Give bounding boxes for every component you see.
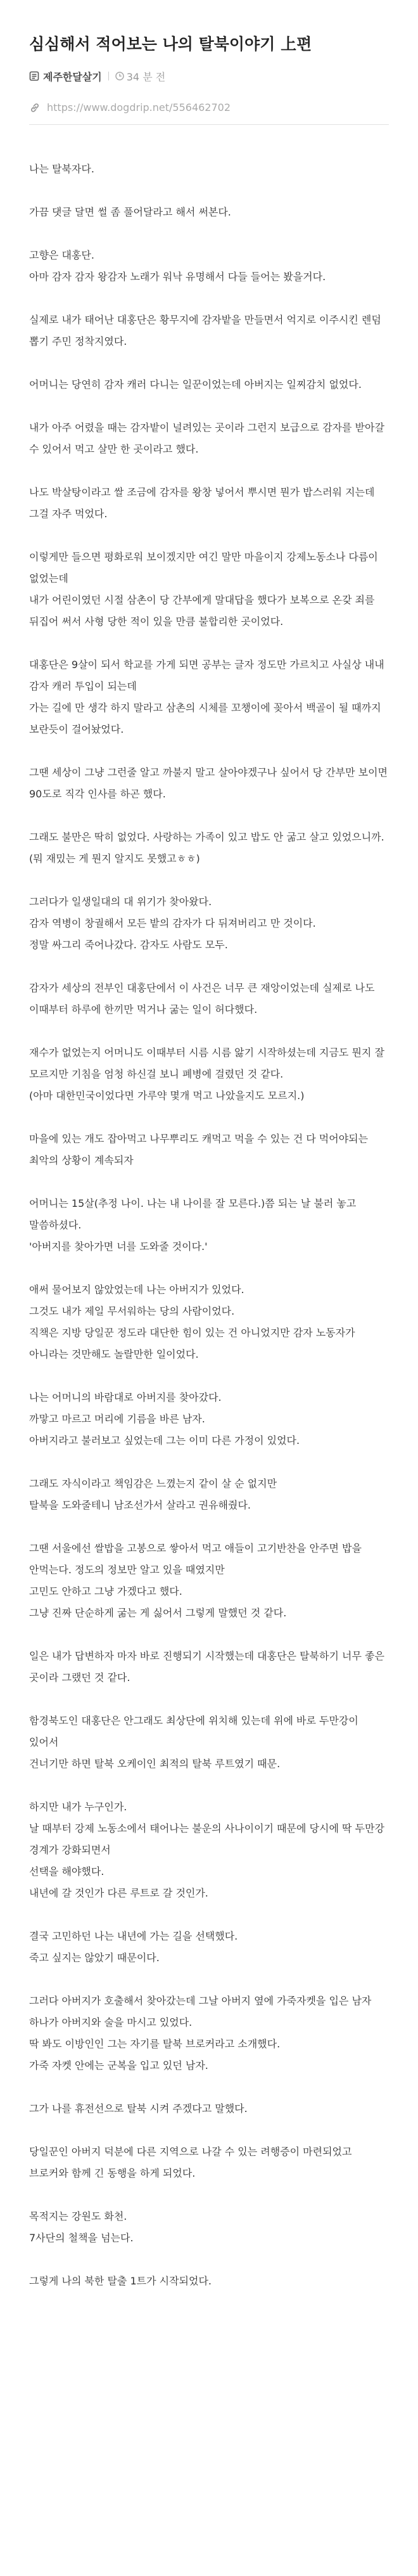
- body-paragraph: 실제로 내가 태어난 대홍단은 황무지에 감자밭을 만들면서 억지로 이주시킨 렌덤 뽑기 주민 정착지였다.: [29, 314, 384, 347]
- body-paragraph: '아버지를 찾아가면 너를 도와줄 것이다.': [29, 1240, 208, 1253]
- blank-line: [29, 956, 389, 977]
- clock-icon: [115, 72, 124, 80]
- blank-line: [29, 1365, 389, 1387]
- body-paragraph: 고민도 안하고 그냥 가겠다고 했다.: [29, 1585, 182, 1597]
- blank-line: [29, 1969, 389, 1990]
- body-paragraph: 나도 박살탕이라고 쌀 조금에 감자를 왕창 넣어서 뿌시면 뭔가 밥스러워 지는데 그걸 자주 먹었다.: [29, 486, 378, 520]
- body-paragraph: 감자가 세상의 전부인 대홍단에서 이 사건은 너무 큰 재앙이었는데 실제로 나도 이때부터 하루에 한끼만 먹거나 굶는 일이 허다했다.: [29, 982, 378, 1015]
- body-paragraph: 죽고 싶지는 않았기 때문이다.: [29, 1952, 160, 1964]
- blank-line: [29, 740, 389, 762]
- blank-line: [29, 352, 389, 374]
- board-icon: [29, 71, 39, 81]
- blank-line: [29, 137, 389, 158]
- body-paragraph: 그땐 세상이 그냥 그런줄 알고 까불지 말고 살아야겠구나 싶어서 당 간부만 보이면 90도로 직각 인사를 하곤 했다.: [29, 766, 391, 800]
- post-meta: [29, 67, 165, 85]
- body-paragraph: 그가 나를 휴전선으로 탈북 시켜 주겠다고 말했다.: [29, 2103, 248, 2115]
- body-paragraph: 날 때부터 강제 노동소에서 태어나는 불운의 사나이이기 때문에 당시에 딱 두만강 경계가 강화되면서: [29, 1822, 388, 1856]
- body-paragraph: 어머니는 당연히 감자 캐러 다니는 일꾼이었는데 아버지는 일찌감치 없었다.: [29, 378, 362, 390]
- body-paragraph: 선택을 해야했다.: [29, 1865, 104, 1877]
- body-paragraph: 그냥 진짜 단순하게 굶는 게 싫어서 그렇게 말했던 것 같다.: [29, 1607, 287, 1619]
- blank-line: [29, 288, 389, 309]
- body-paragraph: 재수가 없었는지 어머니도 이때부터 시름 시름 앓기 시작하셨는데 지금도 뭔지 잘 모르지만 기침을 엄청 하신걸 보니 폐병에 걸렸던 것 같다.: [29, 1046, 388, 1080]
- blank-line: [29, 633, 389, 654]
- body-paragraph: 아버지라고 불러보고 싶었는데 그는 이미 다른 가정이 있었다.: [29, 1434, 300, 1446]
- body-paragraph: 감자 역병이 창궐해서 모든 밭의 감자가 다 뒤져버리고 만 것이다.: [29, 917, 316, 929]
- blank-line: [29, 180, 389, 202]
- body-paragraph: 딱 봐도 이방인인 그는 자기를 탈북 브로커라고 소개했다.: [29, 2038, 281, 2050]
- body-paragraph: 대홍단은 9살이 되서 학교를 가게 되면 공부는 글자 정도만 가르치고 사실상 내내 감자 캐러 투입이 되는데: [29, 659, 388, 692]
- blank-line: [29, 1904, 389, 1926]
- meta-divider: [108, 72, 109, 80]
- blank-line: [29, 460, 389, 482]
- blank-line: [29, 1689, 389, 1710]
- post-title: 심심해서 적어보는 나의 탈북이야기 上편: [29, 35, 312, 53]
- blank-line: [29, 2249, 389, 2270]
- body-paragraph: 가는 길에 만 생각 하지 말라고 삼촌의 시체를 꼬챙이에 꽂아서 백골이 될 때까지 보란듯이 걸어놨었다.: [29, 702, 384, 735]
- body-paragraph: 당일꾼인 아버지 덕분에 다른 지역으로 나갈 수 있는 려행증이 마련되었고 브로커와 함께 긴 동행을 하게 되었다.: [29, 2146, 355, 2179]
- link-icon: [29, 102, 41, 113]
- body-paragraph: 이렇게만 들으면 평화로워 보이겠지만 여긴 말만 마을이지 강제노동소나 다름이 없었는데: [29, 551, 381, 584]
- body-paragraph: 그렇게 나의 북한 탈출 1트가 시작되었다.: [29, 2275, 212, 2287]
- blank-line: [29, 805, 389, 827]
- body-paragraph: 아마 감자 감자 왕감자 노래가 워낙 유명해서 다들 들어는 봤을거다.: [29, 271, 326, 283]
- blank-line: [29, 396, 389, 417]
- blank-line: [29, 2120, 389, 2141]
- body-paragraph: 나는 어머니의 바람대로 아버지를 찾아갔다.: [29, 1391, 222, 1403]
- body-paragraph: (뭐 재밌는 게 뭔지 알지도 못했고ㅎㅎ): [29, 853, 200, 865]
- post-time: 34 분 전: [126, 70, 166, 83]
- body-paragraph: 그러다가 일생일대의 대 위기가 찾아왔다.: [29, 896, 212, 908]
- body-paragraph: 내년에 갈 것인가 다른 루트로 갈 것인가.: [29, 1887, 208, 1899]
- body-paragraph: 그래도 자식이라고 책임감은 느꼈는지 같이 살 순 없지만: [29, 1478, 277, 1490]
- body-paragraph: (아마 대한민국이었다면 가루약 몇개 먹고 나았을지도 모르지.): [29, 1090, 305, 1102]
- body-paragraph: 목적지는 강원도 화천.: [29, 2210, 127, 2222]
- body-paragraph: 결국 고민하던 나는 내년에 가는 길을 선택했다.: [29, 1930, 238, 1942]
- body-paragraph: 가죽 자켓 안에는 군복을 입고 있던 남자.: [29, 2059, 208, 2071]
- blank-line: [29, 1258, 389, 1279]
- body-paragraph: 어머니는 15살(추정 나이. 나는 내 나이를 잘 모른다.)쯤 되는 날 불러 놓고 말씀하셨다.: [29, 1197, 360, 1231]
- blank-line: [29, 223, 389, 245]
- blank-line: [29, 870, 389, 891]
- blank-line: [29, 2077, 389, 2098]
- body-paragraph: 그래도 불만은 딱히 없었다. 사랑하는 가족이 있고 밥도 안 굶고 살고 있었으니까.: [29, 831, 384, 843]
- body-paragraph: 탈북을 도와줄테니 남조선가서 살라고 권유해줬다.: [29, 1499, 251, 1511]
- body-paragraph: 함경북도인 대홍단은 안그래도 최상단에 위치해 있는데 위에 바로 두만강이 있어서: [29, 1715, 362, 1748]
- body-paragraph: 정말 싸그리 죽어나갔다. 감자도 사람도 모두.: [29, 939, 228, 951]
- post-url[interactable]: https://www.dogdrip.net/556462702: [47, 101, 231, 113]
- body-paragraph: 가끔 댓글 달면 썰 좀 풀어달라고 해서 써본다.: [29, 206, 231, 218]
- body-paragraph: 그것도 내가 제일 무서워하는 당의 사람이었다.: [29, 1305, 235, 1317]
- body-paragraph: 내가 아주 어렸을 때는 감자밭이 널려있는 곳이라 그런지 보급으로 감자를 받아갈 수 있어서 먹고 살만 한 곳이라고 했다.: [29, 422, 388, 455]
- header-divider: [29, 124, 389, 125]
- body-paragraph: 건너기만 하면 탈북 오케이인 최적의 탈북 루트였기 때문.: [29, 1758, 281, 1770]
- body-paragraph: 나는 탈북자다.: [29, 163, 94, 175]
- body-paragraph: 7사단의 철책을 넘는다.: [29, 2232, 134, 2244]
- blank-line: [29, 1171, 389, 1193]
- blank-line: [29, 525, 389, 546]
- blank-line: [29, 1516, 389, 1538]
- blank-line: [29, 1021, 389, 1042]
- body-paragraph: 직책은 지방 당일꾼 정도라 대단한 힘이 있는 건 아니었지만 감자 노동자가 아니라는 것만해도 놀랄만한 일이었다.: [29, 1327, 358, 1360]
- body-paragraph: 그땐 서울에선 쌀밥을 고봉으로 쌓아서 먹고 애들이 고기반찬을 안주면 밥을 안먹는다. 정도의 정보만 알고 있을 때였지만: [29, 1542, 365, 1576]
- board-name: 제주한달살기: [43, 70, 102, 83]
- blank-line: [29, 2184, 389, 2206]
- post-url-row[interactable]: [29, 101, 231, 113]
- body-paragraph: 내가 어린이였던 시절 삼촌이 당 간부에게 말대답을 했다가 보복으로 온갖 죄를 뒤집어 써서 사형 당한 적이 있을 만큼 불합리한 곳이었다.: [29, 594, 378, 628]
- blank-line: [29, 1107, 389, 1128]
- blank-line: [29, 1775, 389, 1796]
- body-paragraph: 일은 내가 답변하자 마자 바로 진행되기 시작했는데 대홍단은 탈북하기 너무 좋은 곳이라 그랬던 것 같다.: [29, 1650, 388, 1684]
- body-paragraph: 애써 물어보지 않았었는데 나는 아버지가 있었다.: [29, 1284, 244, 1296]
- body-paragraph: 마을에 있는 개도 잡아먹고 나무뿌리도 캐먹고 먹을 수 있는 건 다 먹어야되는 최악의 상황이 계속되자: [29, 1133, 372, 1166]
- blank-line: [29, 1452, 389, 1473]
- body-paragraph: 하지만 내가 누구인가.: [29, 1801, 127, 1813]
- body-paragraph: 고향은 대홍단.: [29, 249, 94, 261]
- body-paragraph: 까맣고 마르고 머리에 기름을 바른 남자.: [29, 1413, 205, 1425]
- post-body: [29, 137, 389, 2292]
- body-paragraph: 그러다 아버지가 호출해서 찾아갔는데 그날 아버지 옆에 가죽자켓을 입은 남자 하나가 아버지와 술을 마시고 있었다.: [29, 1995, 375, 2028]
- blank-line: [29, 1624, 389, 1645]
- board-link[interactable]: [29, 69, 102, 84]
